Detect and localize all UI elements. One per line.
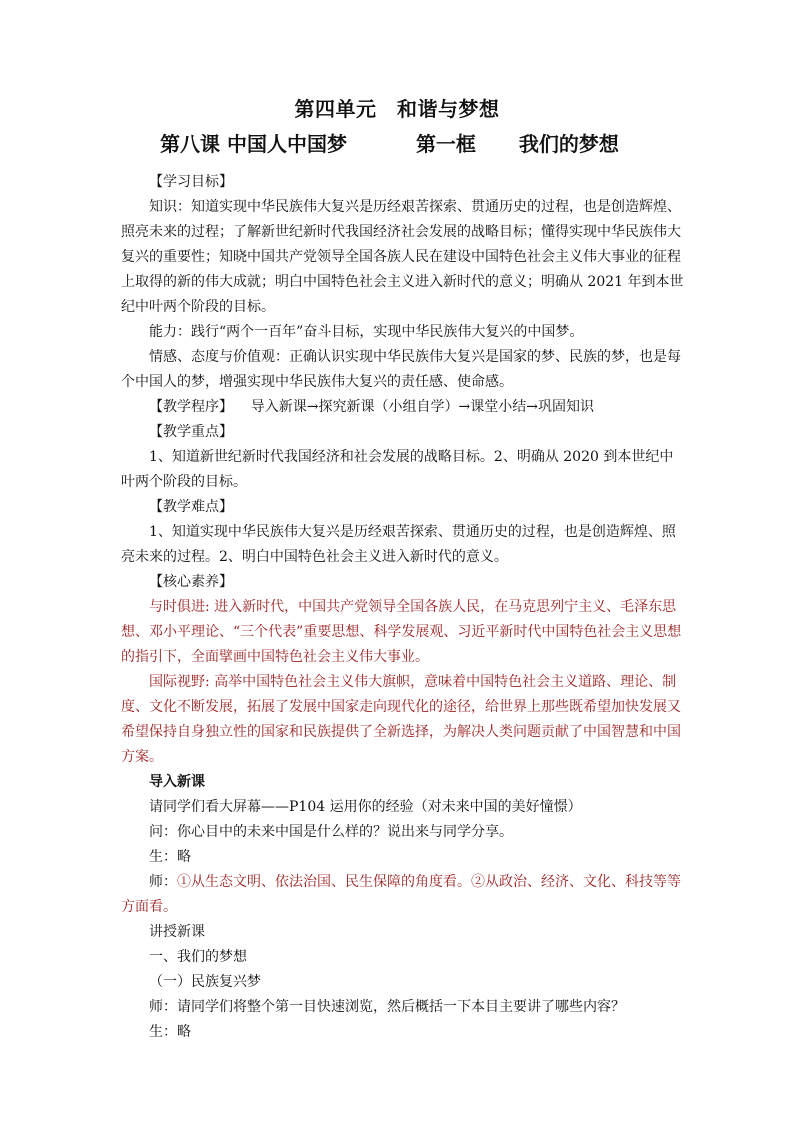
teacher-answer: ①从生态文明、依法治国、民生保障的角度看。②从政治、经济、文化、科技等等方面看。: [121, 874, 681, 915]
goal-emotion: 情感、态度与价值观：正确认识实现中华民族伟大复兴是国家的梦、民族的梦，也是每个中国人的梦，增强实现中华民族伟大复兴的责任感、使命感。: [121, 349, 681, 390]
section-heading-lecture: 讲授新课: [149, 924, 205, 940]
goal-ability: 能力：践行“两个一百年”奋斗目标，实现中华民族伟大复兴的中国梦。: [149, 324, 584, 340]
intro-instruction: 请同学们看大屏幕——P104 运用你的经验（对未来中国的美好憧憬）: [149, 799, 582, 815]
section-heading-key: 【教学重点】: [149, 424, 233, 440]
intro-teacher: [121, 870, 685, 920]
core-literacy-1: 与时俱进: 进入新时代，中国共产党领导全国各族人民，在马克思列宁主义、毛泽东思想、邓小平理论、“三个代表”重要思想、科学发展观、习近平新时代中国特色社会主义思想的指引下，全面擘画中国特色社会主义伟大事业。: [121, 599, 682, 665]
core-literacy-2: 国际视野: 高举中国特色社会主义伟大旗帜，意味着中国特色社会主义道路、理论、制度、文化不断发展，拓展了发展中国家走向现代化的途径，给世界上那些既希望加快发展又希望保持自身独立性的国家和民族提供了全新选择，为解决人类问题贡献了中国智慧和中国方案。: [121, 674, 681, 765]
unit-title: 第四单元 和谐与梦想: [294, 97, 500, 121]
intro-student: 生：略: [149, 849, 191, 865]
document-body: [121, 170, 685, 1045]
teacher-label: 师：: [149, 874, 177, 890]
key-points-text: 1、知道新世纪新时代我国经济和社会发展的战略目标。2、明确从 2020 到本世纪中叶两个阶段的目标。: [121, 449, 674, 490]
section-heading-goals: 【学习目标】: [149, 174, 233, 190]
lesson-name: 第八课 中国人中国梦: [160, 132, 347, 156]
topic-name: 我们的梦想: [518, 132, 619, 156]
teacher-question: 师：请同学们将整个第一目快速浏览，然后概括一下本目主要讲了哪些内容？: [149, 999, 625, 1015]
intro-question: 问：你心目中的未来中国是什么样的？说出来与同学分享。: [149, 824, 513, 840]
difficulty-text: 1、知道实现中华民族伟大复兴是历经艰苦探索、贯通历史的过程，也是创造辉煌、照亮未来的过程。2、明白中国特色社会主义进入新时代的意义。: [121, 524, 676, 565]
section-heading-core: 【核心素养】: [149, 574, 233, 590]
section-heading-difficulty: 【教学难点】: [149, 499, 233, 515]
lesson-title: [160, 128, 619, 157]
point-1: 一、我们的梦想: [149, 949, 247, 965]
teaching-procedure: 【教学程序】 导入新课→探究新课（小组自学）→课堂小结→巩固知识: [149, 399, 594, 415]
frame-name: 第一框: [415, 132, 476, 156]
student-answer: 生：略: [149, 1024, 191, 1040]
point-1-1: （一）民族复兴梦: [149, 974, 261, 990]
section-heading-intro: 导入新课: [149, 774, 205, 790]
goal-knowledge: 知识：知道实现中华民族伟大复兴是历经艰苦探索、贯通历史的过程，也是创造辉煌、照亮未来的过程；了解新世纪新时代我国经济社会发展的战略目标；懂得实现中华民族伟大复兴的重要性；知晓中国共产党领导全国各族人民在建设中国特色社会主义伟大事业的征程上取得的新的伟大成就；明白中国特色社会主义进入新时代的意义；明确从 2021 年到本世纪中叶两个阶段的目标。: [121, 199, 684, 315]
